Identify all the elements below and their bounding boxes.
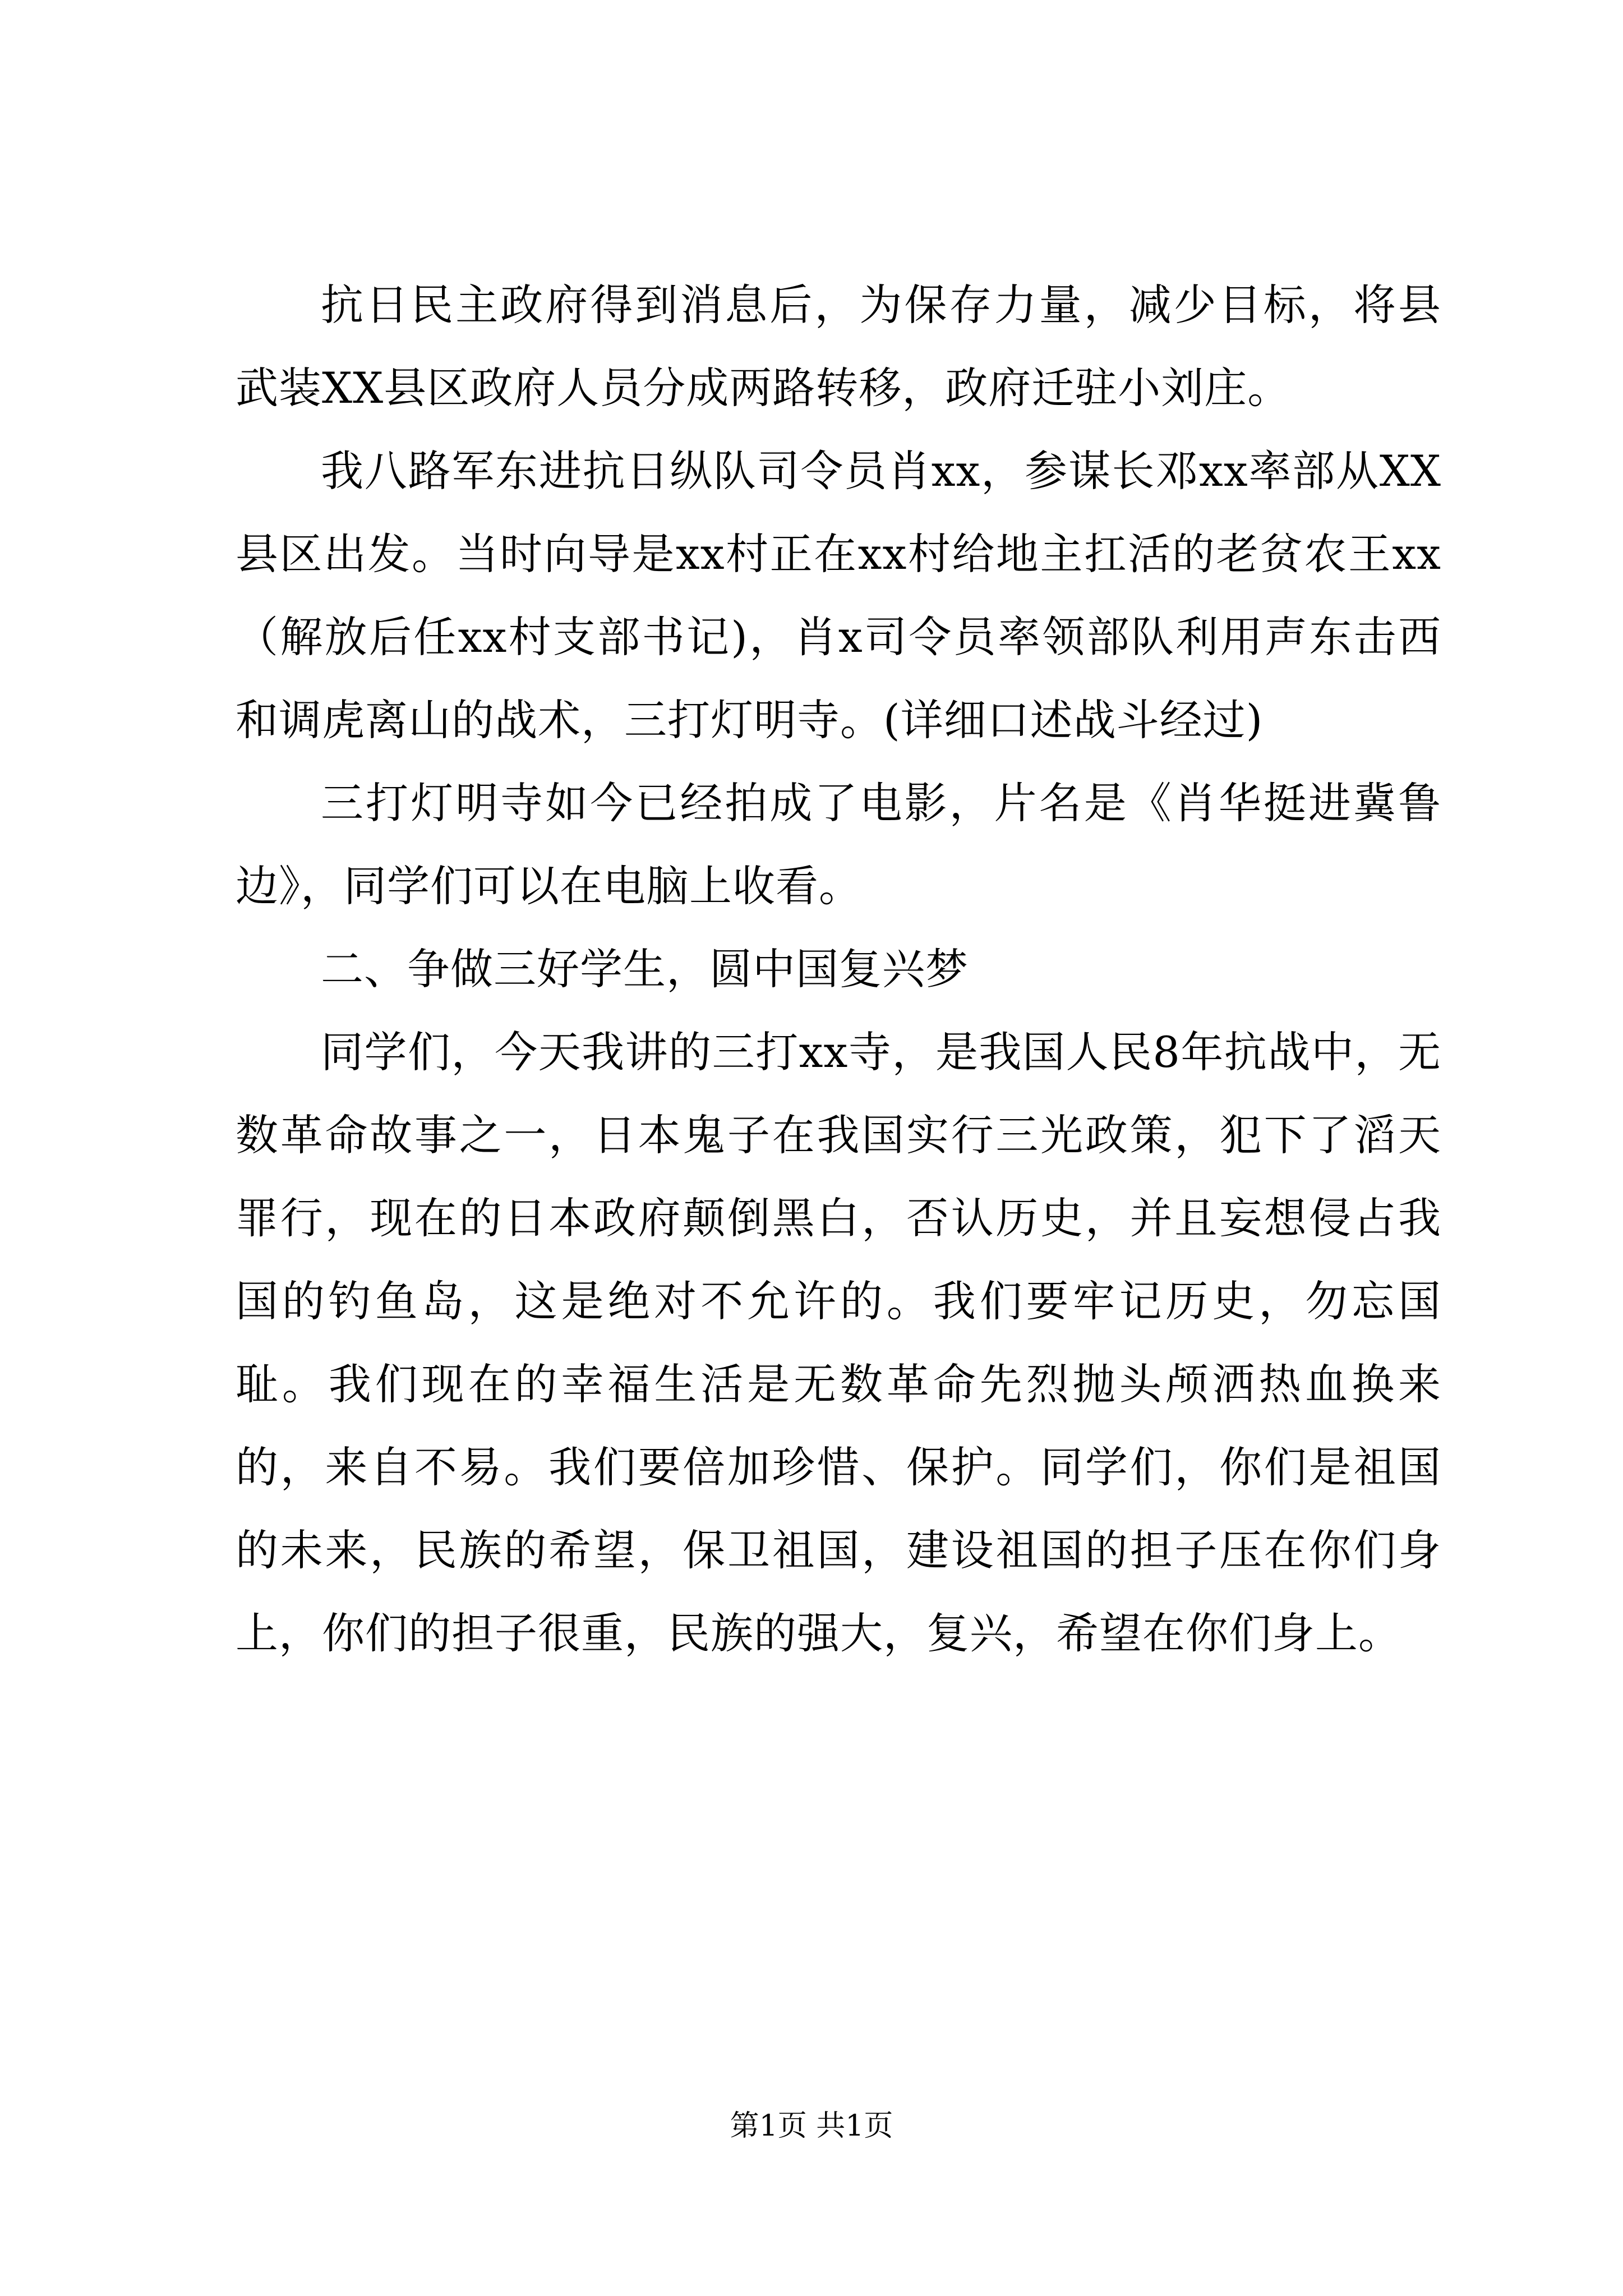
page-footer [0,2106,1623,2146]
paragraph-film-note: 三打灯明寺如今已经拍成了电影，片名是《肖华挺进冀鲁边》，同学们可以在电脑上收看。 [236,778,1441,911]
page-number: 第1页 共1页 [730,2109,893,2143]
section-heading: 二、争做三好学生，圆中国复兴梦 [321,944,969,994]
paragraph-government-relocation: 抗日民主政府得到消息后，为保存力量，减少目标，将县武装XX县区政府人员分成两路转移，政府迁驻小刘庄。 [236,280,1441,413]
document-body [236,264,1441,1675]
paragraph-eighth-route-army: 我八路军东进抗日纵队司令员肖xx，参谋长邓xx率部从XX县区出发。当时向导是xx村正在xx村给地主扛活的老贫农王xx（解放后任xx村支部书记)，肖x司令员率领部队利用声东击西和调虎离山的战术，三打灯明寺。(详细口述战斗经过) [236,446,1441,745]
paragraph-closing-message: 同学们，今天我讲的三打xx寺，是我国人民8年抗战中，无数革命故事之一，日本鬼子在我国实行三光政策，犯下了滔天罪行，现在的日本政府颠倒黑白，否认历史，并且妄想侵占我国的钓鱼岛，这是绝对不允许的。我们要牢记历史，勿忘国耻。我们现在的幸福生活是无数革命先烈抛头颅洒热血换来的，来自不易。我们要倍加珍惜、保护。同学们，你们是祖国的未来，民族的希望，保卫祖国，建设祖国的担子压在你们身上，你们的担子很重，民族的强大，复兴，希望在你们身上。 [236,1027,1441,1658]
